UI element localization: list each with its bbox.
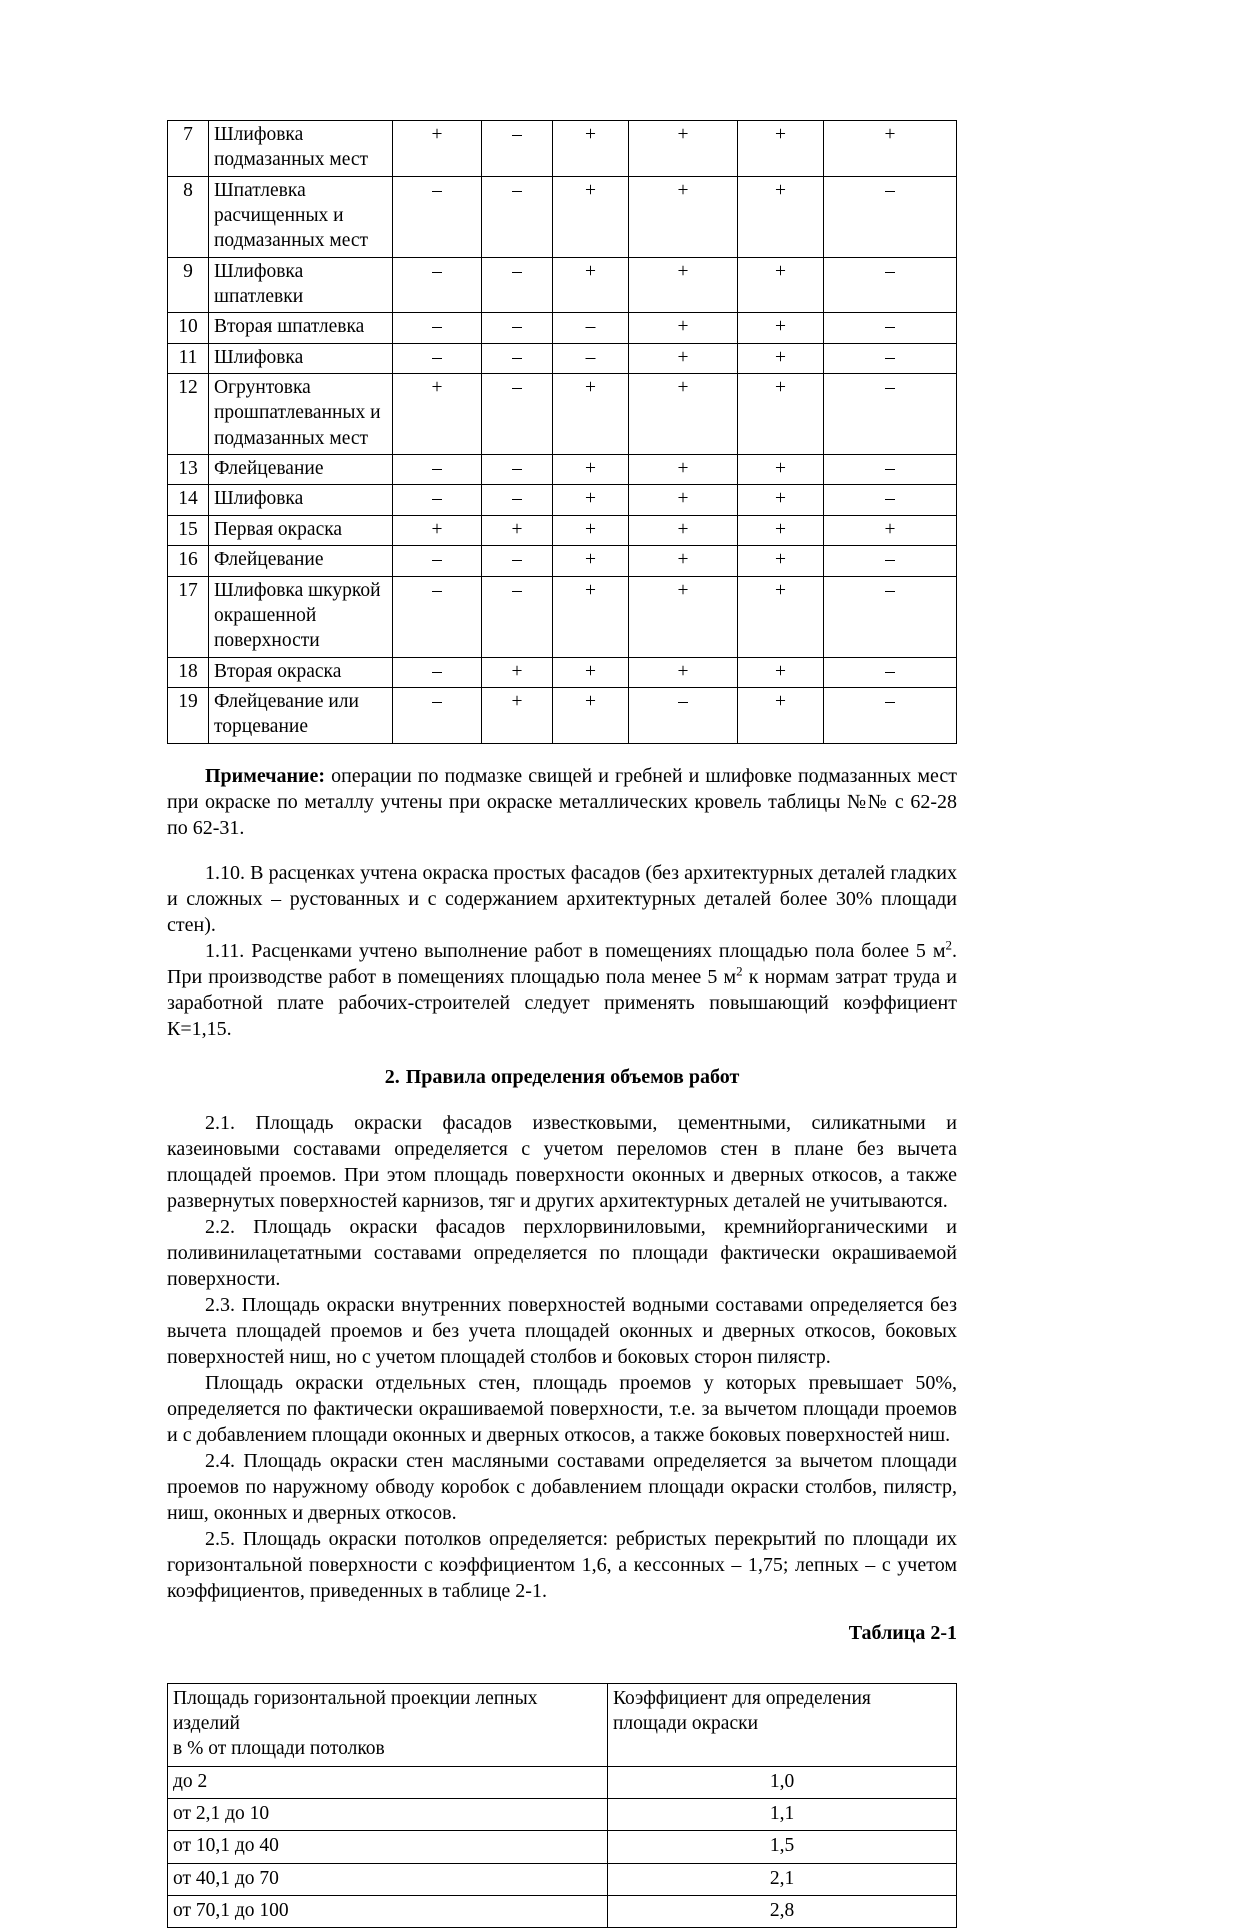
mark-cell: –: [482, 485, 553, 515]
table-row: [168, 576, 957, 657]
mark-cell: –: [393, 485, 482, 515]
mark-cell: +: [824, 121, 957, 177]
table-row: [168, 343, 957, 373]
mark-cell: –: [393, 546, 482, 576]
paragraph-2-5: 2.5. Площадь окраски потолков определяется: ребристых перекрытий по площади их горизонтальной поверхности с коэффициентом 1,6, а кессонных – 1,75; лепных – с учетом коэффициентов, приведенных в таблице 2-1.: [167, 1527, 957, 1602]
table-row: [168, 257, 957, 313]
mark-cell: +: [393, 515, 482, 545]
mark-cell: +: [629, 515, 738, 545]
row-number-cell: 18: [168, 657, 209, 687]
operation-name-cell: Вторая шпатлевка: [209, 313, 393, 343]
mark-cell: +: [393, 374, 482, 455]
mark-cell: –: [824, 657, 957, 687]
header-coef-line1: Коэффициент для определения: [613, 1687, 871, 1709]
mark-cell: +: [738, 176, 824, 257]
mark-cell: +: [482, 687, 553, 743]
mark-cell: –: [482, 374, 553, 455]
row-number-cell: 11: [168, 343, 209, 373]
mark-cell: +: [629, 455, 738, 485]
mark-cell: +: [629, 657, 738, 687]
table-row: [168, 1798, 957, 1830]
row-number-cell: 10: [168, 313, 209, 343]
mark-cell: +: [482, 515, 553, 545]
mark-cell: –: [393, 576, 482, 657]
row-number-cell: 19: [168, 687, 209, 743]
header-area-line2: в % от площади потолков: [173, 1738, 385, 1760]
mark-cell: +: [738, 313, 824, 343]
operation-name-cell: Шлифовка шпатлевки: [209, 257, 393, 313]
p111-part1: 1.11. Расценками учтено выполнение работ в помещениях площадью пола более 5 м: [205, 939, 946, 962]
range-cell: до 2: [168, 1766, 608, 1798]
table-row: [168, 1863, 957, 1895]
row-number-cell: 17: [168, 576, 209, 657]
mark-cell: +: [553, 687, 629, 743]
mark-cell: –: [482, 176, 553, 257]
operation-name-cell: Шлифовка: [209, 485, 393, 515]
mark-cell: +: [553, 455, 629, 485]
table-2-1-caption: Таблица 2-1: [848, 1621, 957, 1644]
p111-sup1: 2: [945, 936, 952, 952]
mark-cell: +: [482, 657, 553, 687]
mark-cell: –: [824, 374, 957, 455]
coefficient-cell: 1,1: [608, 1798, 957, 1830]
paragraph-2-3: 2.3. Площадь окраски внутренних поверхностей водными составами определяется без вычета площадей проемов и без учета площадей оконных и дверных откосов, боковых поверхностей ниш, но с учетом площадей столбов и боковых сторон пилястр.: [167, 1293, 957, 1368]
operation-name-cell: Флейцевание или торцевание: [209, 687, 393, 743]
table-row: [168, 1766, 957, 1798]
mark-cell: +: [824, 515, 957, 545]
table-row: [168, 455, 957, 485]
coefficient-table: [167, 1683, 957, 1928]
row-number-cell: 12: [168, 374, 209, 455]
mark-cell: +: [738, 687, 824, 743]
operation-name-cell: Шлифовка: [209, 343, 393, 373]
operations-table: [167, 120, 957, 744]
mark-cell: +: [553, 121, 629, 177]
section-heading-title: Правила определения объемов работ: [405, 1065, 740, 1088]
mark-cell: +: [553, 374, 629, 455]
mark-cell: +: [553, 576, 629, 657]
table-row: [168, 374, 957, 455]
page-content: [167, 120, 957, 1928]
mark-cell: –: [393, 657, 482, 687]
mark-cell: +: [629, 313, 738, 343]
section-heading: [167, 1064, 957, 1090]
mark-cell: +: [629, 176, 738, 257]
mark-cell: –: [824, 455, 957, 485]
paragraph-2-4: 2.4. Площадь окраски стен масляными составами определяется за вычетом площади проемов по наружному обводу коробок с добавлением площади окраски столбов, пилястр, ниш, оконных и дверных откосов.: [167, 1449, 957, 1524]
range-cell: от 2,1 до 10: [168, 1798, 608, 1830]
mark-cell: +: [738, 343, 824, 373]
row-number-cell: 16: [168, 546, 209, 576]
mark-cell: +: [629, 343, 738, 373]
mark-cell: –: [482, 455, 553, 485]
section-heading-number: 2.: [384, 1065, 400, 1088]
mark-cell: –: [553, 343, 629, 373]
mark-cell: +: [553, 176, 629, 257]
mark-cell: +: [738, 374, 824, 455]
operation-name-cell: Флейцевание: [209, 546, 393, 576]
mark-cell: +: [738, 121, 824, 177]
mark-cell: –: [824, 257, 957, 313]
mark-cell: +: [629, 121, 738, 177]
operation-name-cell: Шпатлевка расчищенных и подмазанных мест: [209, 176, 393, 257]
coefficient-table-body: [168, 1683, 957, 1928]
operations-table-body: [168, 121, 957, 744]
mark-cell: +: [738, 546, 824, 576]
p111-part3: к нормам затрат труда и заработной плате рабочих-строителей следует применять повышающий коэффициент К=1,15.: [167, 965, 957, 1040]
mark-cell: +: [393, 121, 482, 177]
table-row: [168, 313, 957, 343]
mark-cell: +: [738, 515, 824, 545]
mark-cell: +: [553, 546, 629, 576]
table-row: [168, 176, 957, 257]
mark-cell: –: [824, 313, 957, 343]
mark-cell: –: [824, 687, 957, 743]
mark-cell: –: [393, 176, 482, 257]
mark-cell: +: [738, 485, 824, 515]
note-text: операции по подмазке свищей и гребней и шлифовке подмазанных мест при окраске по металлу учтены при окраске металлических кровель таблицы №№ с 62-28 по 62-31.: [167, 764, 957, 839]
table-row: [168, 687, 957, 743]
mark-cell: –: [824, 546, 957, 576]
header-cell-area: [168, 1683, 608, 1766]
mark-cell: +: [553, 657, 629, 687]
mark-cell: –: [824, 343, 957, 373]
mark-cell: –: [629, 687, 738, 743]
operation-name-cell: Первая окраска: [209, 515, 393, 545]
mark-cell: +: [629, 576, 738, 657]
mark-cell: –: [482, 576, 553, 657]
table-row: [168, 1831, 957, 1863]
mark-cell: –: [482, 257, 553, 313]
mark-cell: –: [393, 343, 482, 373]
p111-sup2: 2: [736, 962, 743, 978]
mark-cell: +: [553, 257, 629, 313]
note-label: Примечание:: [205, 764, 326, 787]
row-number-cell: 13: [168, 455, 209, 485]
coefficient-cell: 2,1: [608, 1863, 957, 1895]
paragraph-2-1: 2.1. Площадь окраски фасадов известковыми, цементными, силикатными и казеиновыми составами определяется с учетом переломов стен в плане без вычета площадей проемов. При этом площадь поверхности оконных и дверных откосов, а также развернутых поверхностей карнизов, тяг и других архитектурных деталей не учитываются.: [167, 1111, 957, 1212]
row-number-cell: 14: [168, 485, 209, 515]
table-row: [168, 121, 957, 177]
mark-cell: +: [738, 657, 824, 687]
row-number-cell: 8: [168, 176, 209, 257]
header-coef-line2: площади окраски: [613, 1712, 759, 1734]
mark-cell: –: [393, 313, 482, 343]
mark-cell: –: [482, 313, 553, 343]
mark-cell: –: [482, 343, 553, 373]
mark-cell: –: [393, 687, 482, 743]
mark-cell: –: [393, 455, 482, 485]
range-cell: от 40,1 до 70: [168, 1863, 608, 1895]
paragraph-2-3a: Площадь окраски отдельных стен, площадь проемов у которых превышает 50%, определяется по фактически окрашиваемой поверхности, т.е. за вычетом площади проемов и с добавлением площади оконных и дверных откосов, а также боковых поверхностей ниш.: [167, 1371, 957, 1446]
range-cell: от 10,1 до 40: [168, 1831, 608, 1863]
paragraph-2-2: 2.2. Площадь окраски фасадов перхлорвиниловыми, кремнийорганическими и поливинилацетатными составами определяется по площади фактически окрашиваемой поверхности.: [167, 1215, 957, 1290]
table-row: [168, 485, 957, 515]
coefficient-cell: 2,8: [608, 1895, 957, 1927]
mark-cell: +: [738, 576, 824, 657]
operation-name-cell: Огрунтовка прошпатлеванных и подмазанных мест: [209, 374, 393, 455]
mark-cell: –: [393, 257, 482, 313]
mark-cell: –: [553, 313, 629, 343]
p111-part2: . При производстве работ в помещениях площадью пола менее 5 м: [167, 939, 957, 988]
mark-cell: –: [824, 576, 957, 657]
row-number-cell: 15: [168, 515, 209, 545]
caption-table-spacer: [167, 1645, 957, 1683]
row-number-cell: 7: [168, 121, 209, 177]
operation-name-cell: Флейцевание: [209, 455, 393, 485]
header-cell-coefficient: [608, 1683, 957, 1766]
paragraph-1-10: 1.10. В расценках учтена окраска простых фасадов (без архитектурных деталей гладких и сложных – рустованных и с содержанием архитектурных деталей более 30% площади стен).: [167, 861, 957, 936]
row-number-cell: 9: [168, 257, 209, 313]
mark-cell: +: [629, 546, 738, 576]
section-2-paragraphs: [167, 1110, 957, 1604]
mark-cell: +: [629, 374, 738, 455]
mark-cell: +: [629, 485, 738, 515]
table-header-row: [168, 1683, 957, 1766]
header-area-line1: Площадь горизонтальной проекции лепных изделий: [173, 1687, 538, 1734]
coefficient-cell: 1,0: [608, 1766, 957, 1798]
operation-name-cell: Вторая окраска: [209, 657, 393, 687]
coefficient-cell: 1,5: [608, 1831, 957, 1863]
paragraph-1-11: [167, 938, 957, 1042]
table-row: [168, 657, 957, 687]
mark-cell: –: [482, 121, 553, 177]
mark-cell: +: [553, 485, 629, 515]
mark-cell: –: [824, 485, 957, 515]
table-row: [168, 546, 957, 576]
mark-cell: +: [553, 515, 629, 545]
table-row: [168, 515, 957, 545]
mark-cell: +: [738, 455, 824, 485]
range-cell: от 70,1 до 100: [168, 1895, 608, 1927]
mark-cell: –: [482, 546, 553, 576]
mark-cell: +: [738, 257, 824, 313]
note-paragraph: [167, 763, 957, 841]
mark-cell: –: [824, 176, 957, 257]
operation-name-cell: Шлифовка подмазанных мест: [209, 121, 393, 177]
operation-name-cell: Шлифовка шкуркой окрашенной поверхности: [209, 576, 393, 657]
table-row: [168, 1895, 957, 1927]
mark-cell: +: [629, 257, 738, 313]
